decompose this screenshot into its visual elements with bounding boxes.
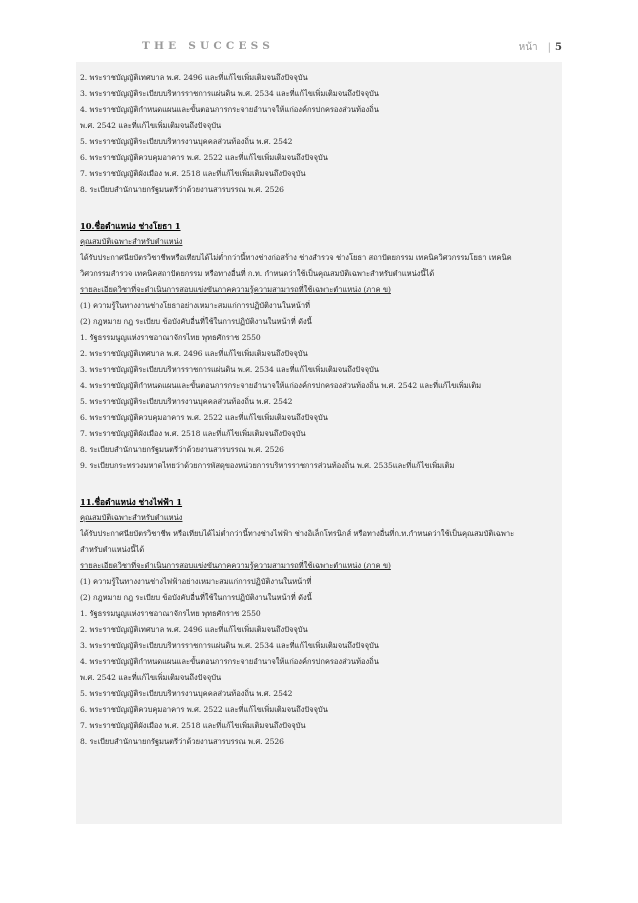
page-indicator <box>519 40 562 55</box>
position-section-electrician <box>80 494 558 750</box>
list-item: 5. พระราชบัญญัติระเบียบบริหารงานบุคคลส่วนท้องถิ่น พ.ศ. 2542 <box>80 137 293 146</box>
list-item: 6. พระราชบัญญัติควบคุมอาคาร พ.ศ. 2522 และที่แก้ไขเพิ่มเติมจนถึงปัจจุบัน <box>80 705 328 714</box>
page-number: 5 <box>555 42 562 53</box>
list-item: 9. ระเบียบกระทรวงมหาดไทยว่าด้วยการพัสดุของหน่วยการบริหารราชการส่วนท้องถิ่น พ.ศ. 2535และที่แก้ไขเพิ่มเติม <box>80 461 455 470</box>
document-title: THE SUCCESS <box>142 40 274 52</box>
qualification-text: วิศวกรรมสำรวจ เทคนิคสถาปัตยกรรม หรือทางอื่นที่ ก.ท. กำหนดว่าใช้เป็นคุณสมบัติเฉพาะสำหรับตำแหน่งนี้ได้ <box>80 269 435 278</box>
list-item: (2) กฎหมาย กฎ ระเบียบ ข้อบังคับอื่นที่ใช้ในการปฏิบัติงานในหน้าที่ ดังนี้ <box>80 317 312 326</box>
list-item: (1) ความรู้ในทางงานช่างโยธาอย่างเหมาะสมแก่การปฏิบัติงานในหน้าที่ <box>80 301 311 310</box>
document-body <box>76 62 562 824</box>
list-item: 4. พระราชบัญญัติกำหนดแผนและขั้นตอนการกระจายอำนาจให้แก่องค์กรปกครองส่วนท้องถิ่น <box>80 105 379 114</box>
list-item: 8. ระเบียบสำนักนายกรัฐมนตรีว่าด้วยงานสารบรรณ พ.ศ. 2526 <box>80 737 284 746</box>
list-item: 3. พระราชบัญญัติระเบียบบริหารราชการแผ่นดิน พ.ศ. 2534 และที่แก้ไขเพิ่มเติมจนถึงปัจจุบัน <box>80 641 379 650</box>
list-item: 5. พระราชบัญญัติระเบียบบริหารงานบุคคลส่วนท้องถิ่น พ.ศ. 2542 <box>80 689 293 698</box>
page-header <box>76 40 562 56</box>
list-item: 1. รัฐธรรมนูญแห่งราชอาณาจักรไทย พุทธศักราช 2550 <box>80 609 261 618</box>
exam-subjects-title: รายละเอียดวิชาที่จะดำเนินการสอบแข่งขันภาคความรู้ความสามารถที่ใช้เฉพาะตำแหน่ง (ภาค ข) <box>80 561 391 570</box>
qualification-subheading: คุณสมบัติเฉพาะสำหรับตำแหน่ง <box>80 513 183 522</box>
list-item: 2. พระราชบัญญัติเทศบาล พ.ศ. 2496 และที่แก้ไขเพิ่มเติมจนถึงปัจจุบัน <box>80 73 308 82</box>
continued-law-list <box>80 70 558 198</box>
list-item: 7. พระราชบัญญัติผังเมือง พ.ศ. 2518 และที่แก้ไขเพิ่มเติมจนถึงปัจจุบัน <box>80 429 306 438</box>
list-item: (1) ความรู้ในทางงานช่างไฟฟ้าอย่างเหมาะสมแก่การปฏิบัติงานในหน้าที่ <box>80 577 312 586</box>
qualification-text: ได้รับประกาศนียบัตรวิชาชีพ หรือเทียบได้ไม่ต่ำกว่านี้ทางช่างไฟฟ้า ช่างอิเล็กโทรนิกส์ หรือทางอื่นที่ก.ท.กำหนดว่าใช้เป็นคุณสมบัติเฉพาะ <box>80 529 515 538</box>
list-item: พ.ศ. 2542 และที่แก้ไขเพิ่มเติมจนถึงปัจจุบัน <box>80 121 222 130</box>
list-item: (2) กฎหมาย กฎ ระเบียบ ข้อบังคับอื่นที่ใช้ในการปฏิบัติงานในหน้าที่ ดังนี้ <box>80 593 312 602</box>
list-item: 7. พระราชบัญญัติผังเมือง พ.ศ. 2518 และที่แก้ไขเพิ่มเติมจนถึงปัจจุบัน <box>80 169 306 178</box>
qualification-text: ได้รับประกาศนียบัตรวิชาชีพหรือเทียบได้ไม่ต่ำกว่านี้ทางช่างก่อสร้าง ช่างสำรวจ ช่างโยธา สถาปัตยกรรม เทคนิควิศวกรรมโยธา เทคนิค <box>80 253 512 262</box>
list-item: 4. พระราชบัญญัติกำหนดแผนและขั้นตอนการกระจายอำนาจให้แก่องค์กรปกครองส่วนท้องถิ่น พ.ศ. 2542 และที่แก้ไขเพิ่มเติม <box>80 381 482 390</box>
list-item: 6. พระราชบัญญัติควบคุมอาคาร พ.ศ. 2522 และที่แก้ไขเพิ่มเติมจนถึงปัจจุบัน <box>80 153 328 162</box>
section-gap <box>80 198 558 216</box>
list-item: 2. พระราชบัญญัติเทศบาล พ.ศ. 2496 และที่แก้ไขเพิ่มเติมจนถึงปัจจุบัน <box>80 625 308 634</box>
exam-subjects-title: รายละเอียดวิชาที่จะดำเนินการสอบแข่งขันภาคความรู้ความสามารถที่ใช้เฉพาะตำแหน่ง (ภาค ข) <box>80 285 391 294</box>
section-heading: 10.ชื่อตำแหน่ง ช่างโยธา 1 <box>80 221 181 231</box>
list-item: 7. พระราชบัญญัติผังเมือง พ.ศ. 2518 และที่แก้ไขเพิ่มเติมจนถึงปัจจุบัน <box>80 721 306 730</box>
list-item: พ.ศ. 2542 และที่แก้ไขเพิ่มเติมจนถึงปัจจุบัน <box>80 673 222 682</box>
qualification-text: สำหรับตำแหน่งนี้ได้ <box>80 545 145 554</box>
position-section-civil-technician <box>80 218 558 474</box>
list-item: 8. ระเบียบสำนักนายกรัฐมนตรีว่าด้วยงานสารบรรณ พ.ศ. 2526 <box>80 185 284 194</box>
list-item: 3. พระราชบัญญัติระเบียบบริหารราชการแผ่นดิน พ.ศ. 2534 และที่แก้ไขเพิ่มเติมจนถึงปัจจุบัน <box>80 365 379 374</box>
qualification-subheading: คุณสมบัติเฉพาะสำหรับตำแหน่ง <box>80 237 183 246</box>
list-item: 2. พระราชบัญญัติเทศบาล พ.ศ. 2496 และที่แก้ไขเพิ่มเติมจนถึงปัจจุบัน <box>80 349 308 358</box>
list-item: 5. พระราชบัญญัติระเบียบบริหารงานบุคคลส่วนท้องถิ่น พ.ศ. 2542 <box>80 397 293 406</box>
list-item: 3. พระราชบัญญัติระเบียบบริหารราชการแผ่นดิน พ.ศ. 2534 และที่แก้ไขเพิ่มเติมจนถึงปัจจุบัน <box>80 89 379 98</box>
list-item: 6. พระราชบัญญัติควบคุมอาคาร พ.ศ. 2522 และที่แก้ไขเพิ่มเติมจนถึงปัจจุบัน <box>80 413 328 422</box>
page-label: หน้า <box>518 42 538 53</box>
section-heading: 11.ชื่อตำแหน่ง ช่างไฟฟ้า 1 <box>80 497 183 507</box>
list-item: 8. ระเบียบสำนักนายกรัฐมนตรีว่าด้วยงานสารบรรณ พ.ศ. 2526 <box>80 445 284 454</box>
list-item: 1. รัฐธรรมนูญแห่งราชอาณาจักรไทย พุทธศักราช 2550 <box>80 333 261 342</box>
page-separator: | <box>547 42 552 53</box>
section-gap <box>80 474 558 492</box>
list-item: 4. พระราชบัญญัติกำหนดแผนและขั้นตอนการกระจายอำนาจให้แก่องค์กรปกครองส่วนท้องถิ่น <box>80 657 379 666</box>
